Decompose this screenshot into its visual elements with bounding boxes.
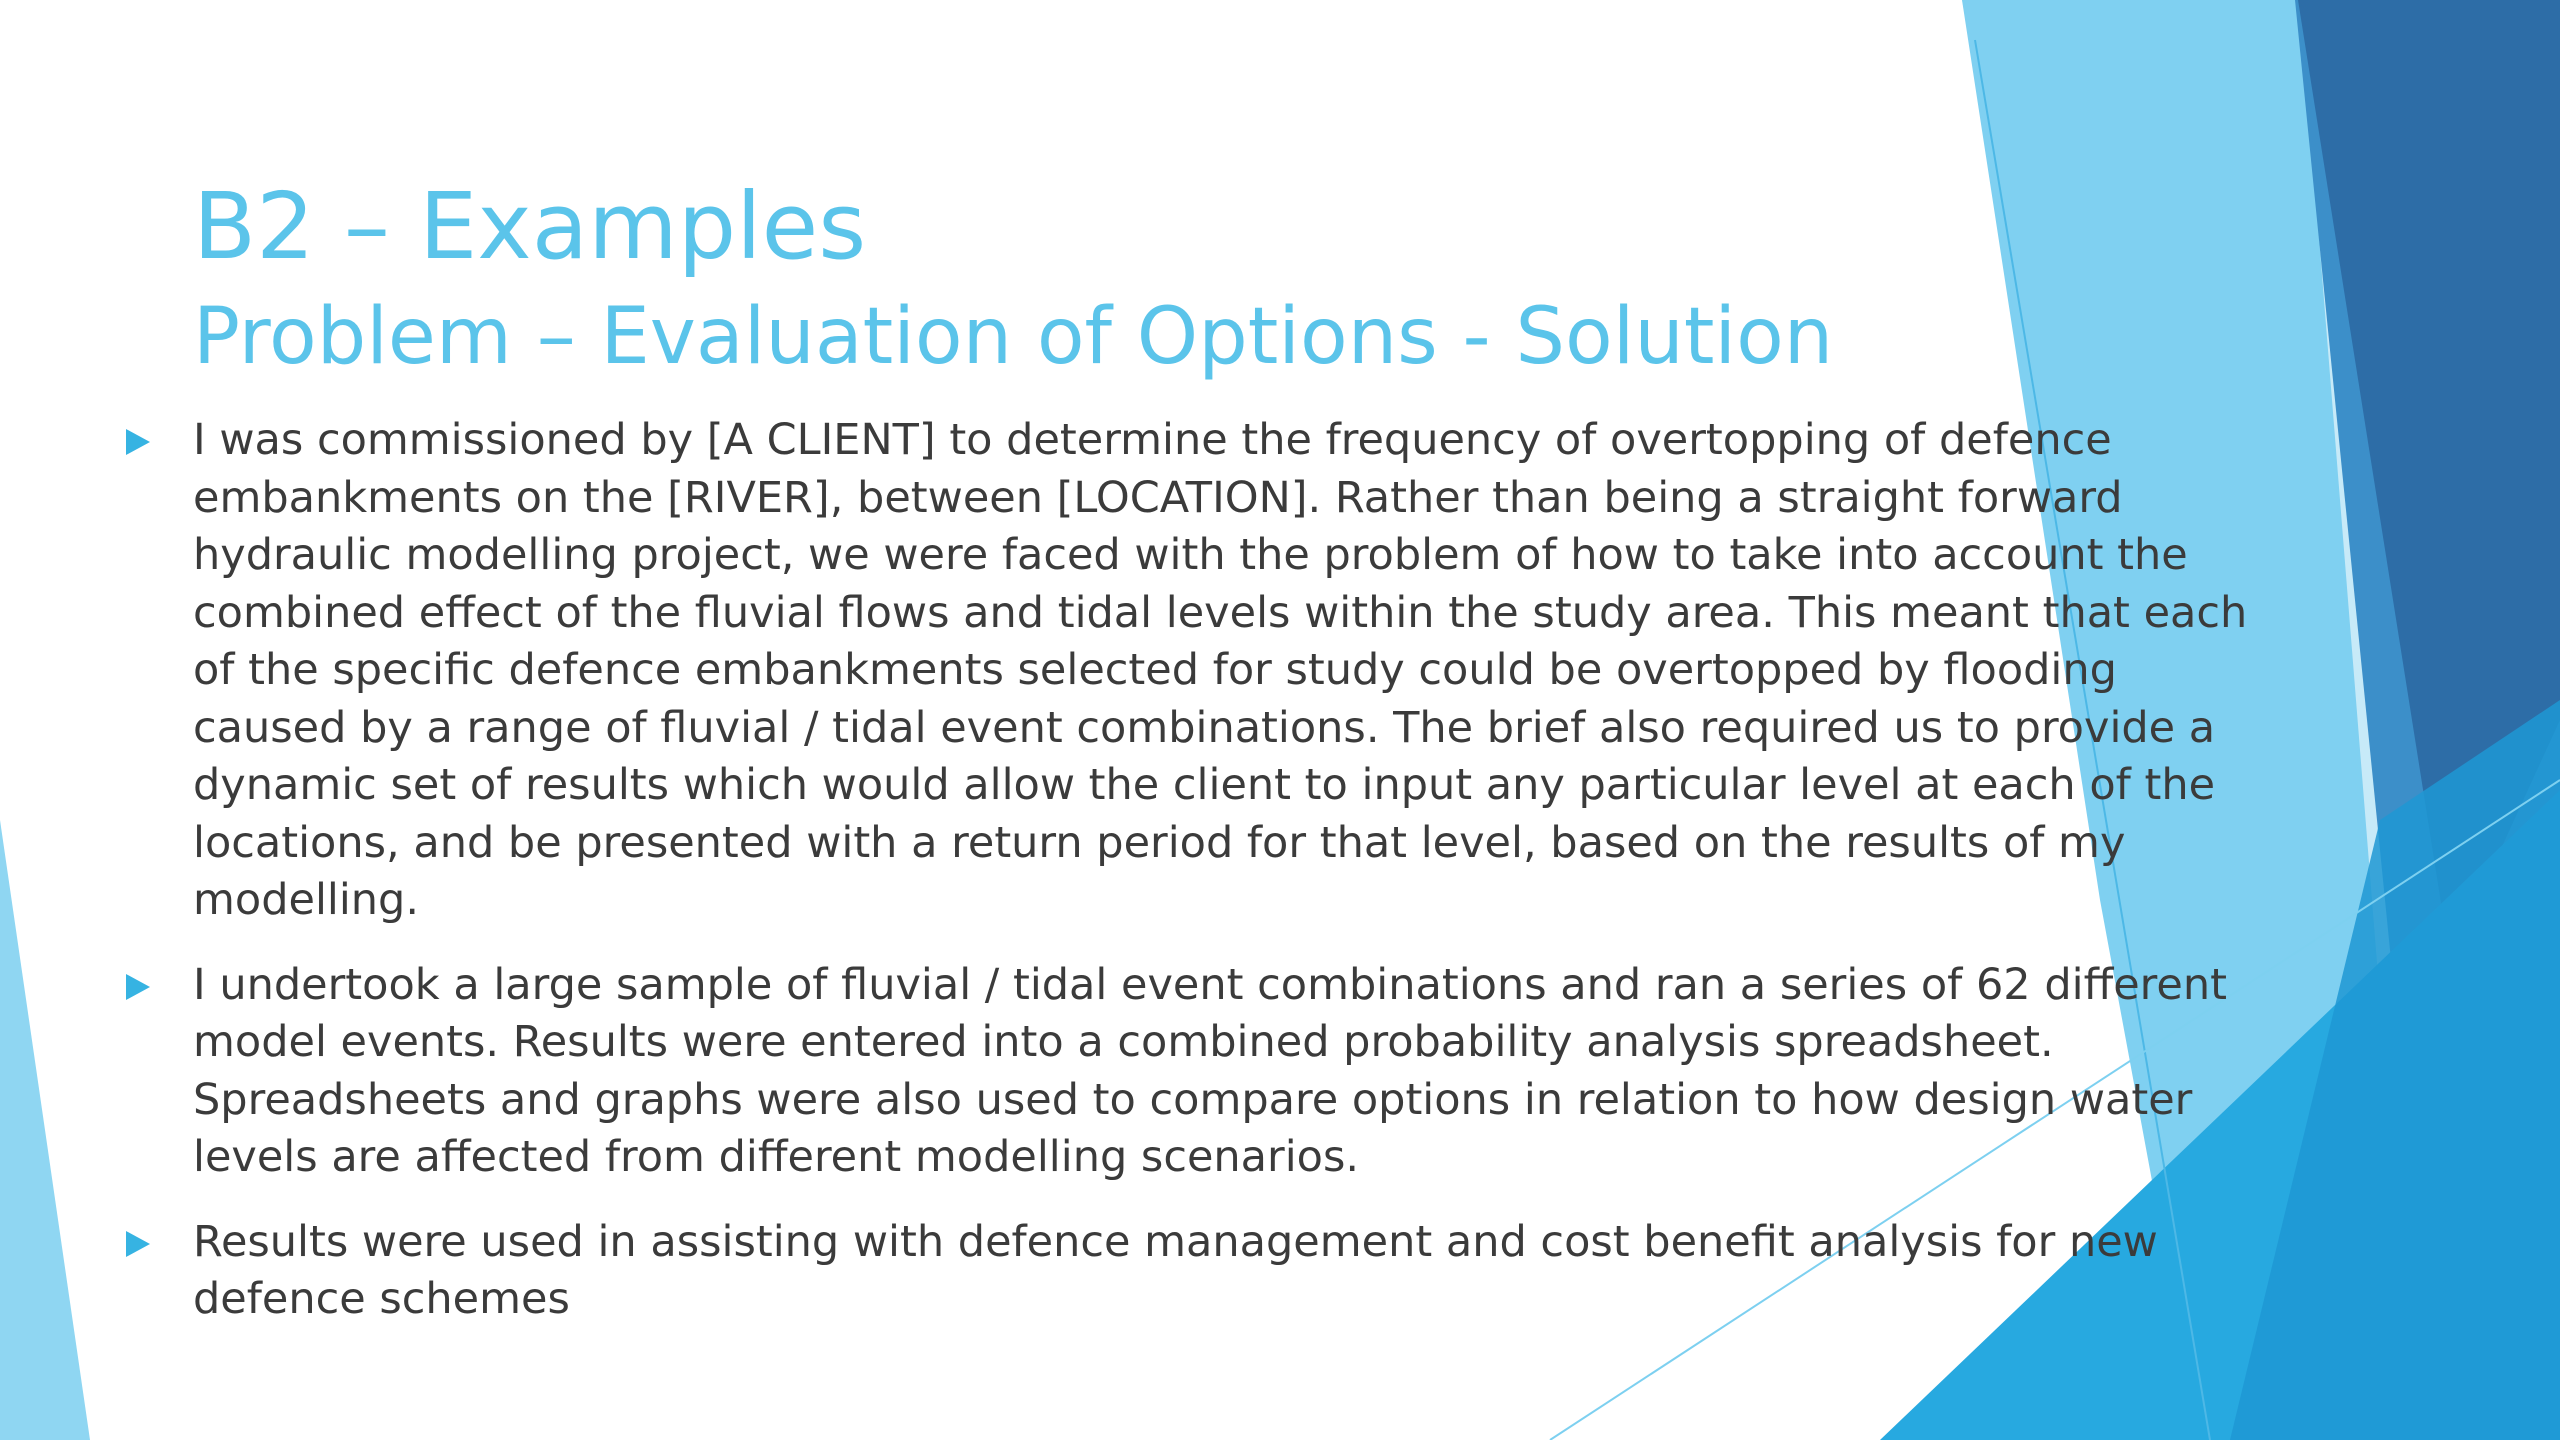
bullet-list [120, 412, 2250, 1356]
bullet-text: I was commissioned by [A CLIENT] to determine the frequency of overtopping of defence embankments on the [RIVER], between [LOCATION]. Rather than being a straight forward hydraulic modelling project, we were faced with the problem of how to take into account the combined effect of the fluvial flows and tidal levels within the study area. This meant that each of the specific defence embankments selected for study could be overtopped by flooding caused by a range of fluvial / tidal event combinations. The brief also required us to provide a dynamic set of results which would allow the client to input any particular level at each of the locations, and be presented with a return period for that level, based on the results of my modelling. [193, 415, 2248, 925]
triangle-bullet-icon [126, 974, 150, 1000]
slide-title: B2 – Examples [193, 173, 867, 280]
bullet-text: I undertook a large sample of fluvial / tidal event combinations and ran a series of 62 different model events. Results were entered into a combined probability analysis spreadsheet. Spreadsheets and graphs were also used to compare options in relation to how design water levels are affected from different modelling scenarios. [193, 959, 2227, 1182]
title-block [193, 172, 2093, 392]
bullet-item [120, 1214, 2250, 1329]
triangle-bullet-icon [126, 1231, 150, 1257]
facet-left-sliver [0, 820, 90, 1440]
bullet-item [120, 412, 2250, 930]
slide-subtitle: Problem – Evaluation of Options - Solution [193, 292, 1834, 382]
bullet-text: Results were used in assisting with defence management and cost benefit analysis for new defence schemes [193, 1216, 2158, 1324]
bullet-item [120, 957, 2250, 1187]
triangle-bullet-icon [126, 429, 150, 455]
